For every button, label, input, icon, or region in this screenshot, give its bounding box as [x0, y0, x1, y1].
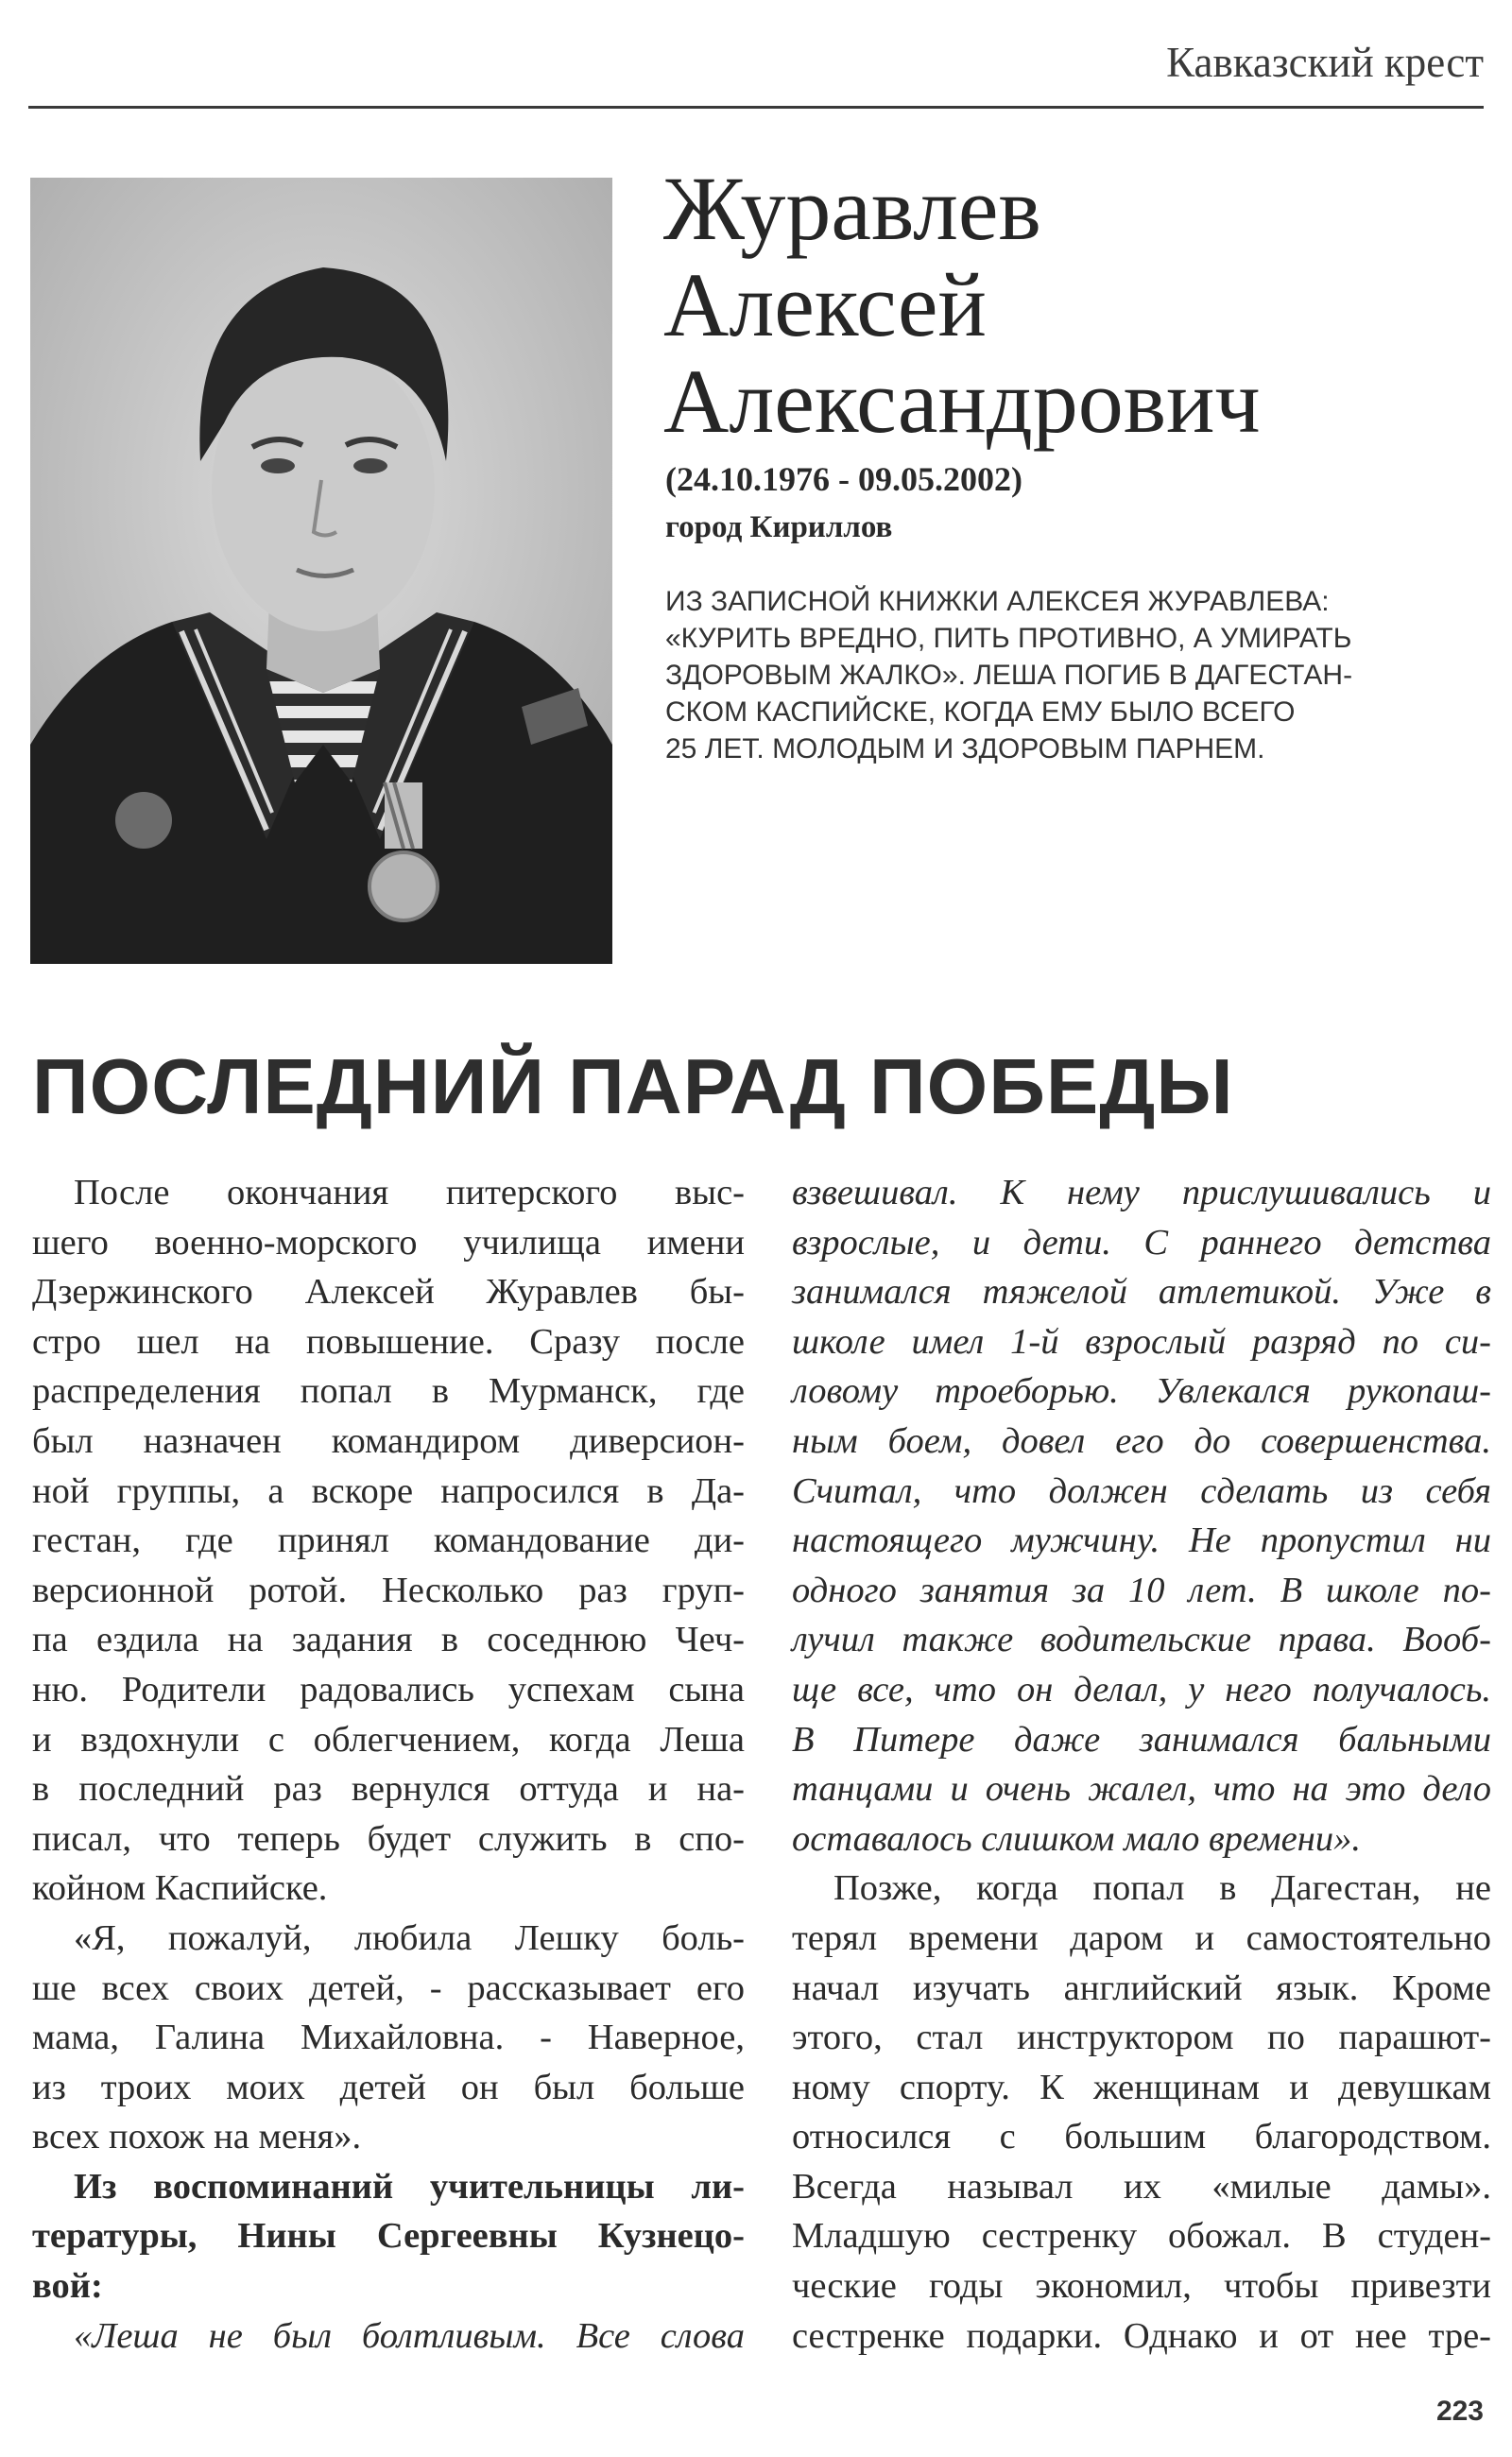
- text-line: ловому троеборью. Увлекался рукопаш-: [792, 1371, 1491, 1412]
- text-line: взрослые, и дети. С раннего детства: [792, 1222, 1491, 1263]
- text-line: лучил также водительские права. Вооб-: [792, 1620, 1491, 1660]
- text-line: занимался тяжелой атлетикой. Уже в: [792, 1272, 1491, 1313]
- text-line: В Питере даже занимался бальными: [792, 1719, 1491, 1760]
- text-line: Считал, что должен сделать из себя: [792, 1470, 1491, 1511]
- text-line: Младшую сестренку обожал. В студен-: [792, 2216, 1491, 2257]
- life-dates: (24.10.1976 - 09.05.2002): [665, 460, 1022, 498]
- article-column-left: [32, 1168, 745, 2361]
- text-line: «Леша не был болтливым. Все слова: [74, 2315, 745, 2356]
- text-line: всех похож на меня».: [32, 2117, 362, 2157]
- text-line: шего военно-морского училища имени: [32, 1222, 745, 1263]
- text-line: Всегда называл их «милые дамы».: [792, 2166, 1491, 2207]
- epigraph-line: СКОМ КАСПИЙСКЕ, КОГДА ЕМУ БЫЛО ВСЕГО: [665, 696, 1296, 728]
- epigraph-line: ИЗ ЗАПИСНОЙ КНИЖКИ АЛЕКСЕЯ ЖУРАВЛЕВА:: [665, 586, 1330, 617]
- text-line: гестан, где принял командование ди-: [32, 1521, 745, 1561]
- person-name: [663, 158, 1261, 452]
- text-line: и вздохнули с облегчением, когда Леша: [32, 1719, 745, 1760]
- hometown: город Кириллов: [665, 510, 893, 544]
- text-line: в последний раз вернулся оттуда и на-: [32, 1769, 745, 1810]
- running-title: Кавказский крест: [1166, 39, 1484, 86]
- text-line: начал изучать английский язык. Кроме: [792, 1967, 1491, 2008]
- text-line: ному спорту. К женщинам и девушкам: [792, 2067, 1491, 2107]
- epigraph-line: ЗДОРОВЫМ ЖАЛКО». ЛЕША ПОГИБ В ДАГЕСТАН-: [665, 660, 1353, 691]
- text-line: ше всех своих детей, - рассказывает его: [32, 1967, 745, 2008]
- text-line: распределения попал в Мурманск, где: [32, 1371, 745, 1412]
- text-line: ческие годы экономил, чтобы привезти: [792, 2266, 1491, 2307]
- page-number: 223: [1435, 2396, 1484, 2427]
- text-line: взвешивал. К нему прислушивались и: [792, 1173, 1491, 1212]
- text-line: После окончания питерского выс-: [74, 1173, 745, 1212]
- name-first: Алексей: [663, 254, 987, 355]
- portrait-photo: [30, 178, 612, 964]
- text-line: ню. Родители радовались успехам сына: [32, 1669, 745, 1710]
- text-line: терял времени даром и самостоятельно: [792, 1917, 1491, 1958]
- article-headline: ПОСЛЕДНИЙ ПАРАД ПОБЕДЫ: [32, 1042, 1234, 1130]
- text-line: мама, Галина Михайловна. - Наверное,: [32, 2018, 745, 2058]
- text-line: стро шел на повышение. Сразу после: [32, 1321, 745, 1362]
- text-line: относился с большим благородством.: [792, 2117, 1491, 2157]
- text-line: танцами и очень жалел, что на это дело: [792, 1769, 1491, 1810]
- text-line: сестренке подарки. Однако и от нее тре-: [792, 2315, 1491, 2356]
- text-line: ным боем, довел его до совершенства.: [792, 1420, 1491, 1461]
- text-line: койном Каспийске.: [32, 1868, 328, 1909]
- text-line: писал, что теперь будет служить в спо-: [32, 1818, 745, 1859]
- text-line: ной группы, а вскоре напросился в Да-: [32, 1470, 745, 1511]
- text-line: «Я, пожалуй, любила Лешку боль-: [74, 1917, 745, 1958]
- text-line: оставалось слишком мало времени».: [792, 1818, 1361, 1859]
- portrait-illustration: [30, 178, 612, 964]
- name-surname: Журавлев: [663, 158, 1041, 259]
- text-line: Дзержинского Алексей Журавлев бы-: [32, 1272, 745, 1313]
- name-patronymic: Александрович: [663, 351, 1261, 452]
- epigraph-line: 25 ЛЕТ. МОЛОДЫМ И ЗДОРОВЫМ ПАРНЕМ.: [665, 733, 1265, 765]
- text-line: вой:: [32, 2266, 103, 2307]
- epigraph: [665, 583, 1487, 767]
- article-column-right: [792, 1168, 1491, 2361]
- text-line: Из воспоминаний учительницы ли-: [74, 2166, 745, 2207]
- page-header: [28, 38, 1484, 109]
- text-line: из троих моих детей он был больше: [32, 2067, 745, 2107]
- text-line: школе имел 1-й взрослый разряд по си-: [792, 1321, 1491, 1362]
- text-line: был назначен командиром диверсион-: [32, 1420, 745, 1461]
- text-line: тературы, Нины Сергеевны Кузнецо-: [32, 2216, 745, 2257]
- text-line: Позже, когда попал в Дагестан, не: [833, 1868, 1491, 1909]
- text-line: настоящего мужчину. Не пропустил ни: [792, 1521, 1491, 1561]
- text-line: па ездила на задания в соседнюю Чеч-: [32, 1620, 745, 1660]
- text-line: этого, стал инструктором по парашют-: [792, 2018, 1491, 2058]
- text-line: ще все, что он делал, у него получалось.: [792, 1669, 1491, 1710]
- text-line: версионной ротой. Несколько раз груп-: [32, 1570, 745, 1610]
- text-line: одного занятия за 10 лет. В школе по-: [792, 1570, 1491, 1610]
- epigraph-line: «КУРИТЬ ВРЕДНО, ПИТЬ ПРОТИВНО, А УМИРАТЬ: [665, 623, 1352, 654]
